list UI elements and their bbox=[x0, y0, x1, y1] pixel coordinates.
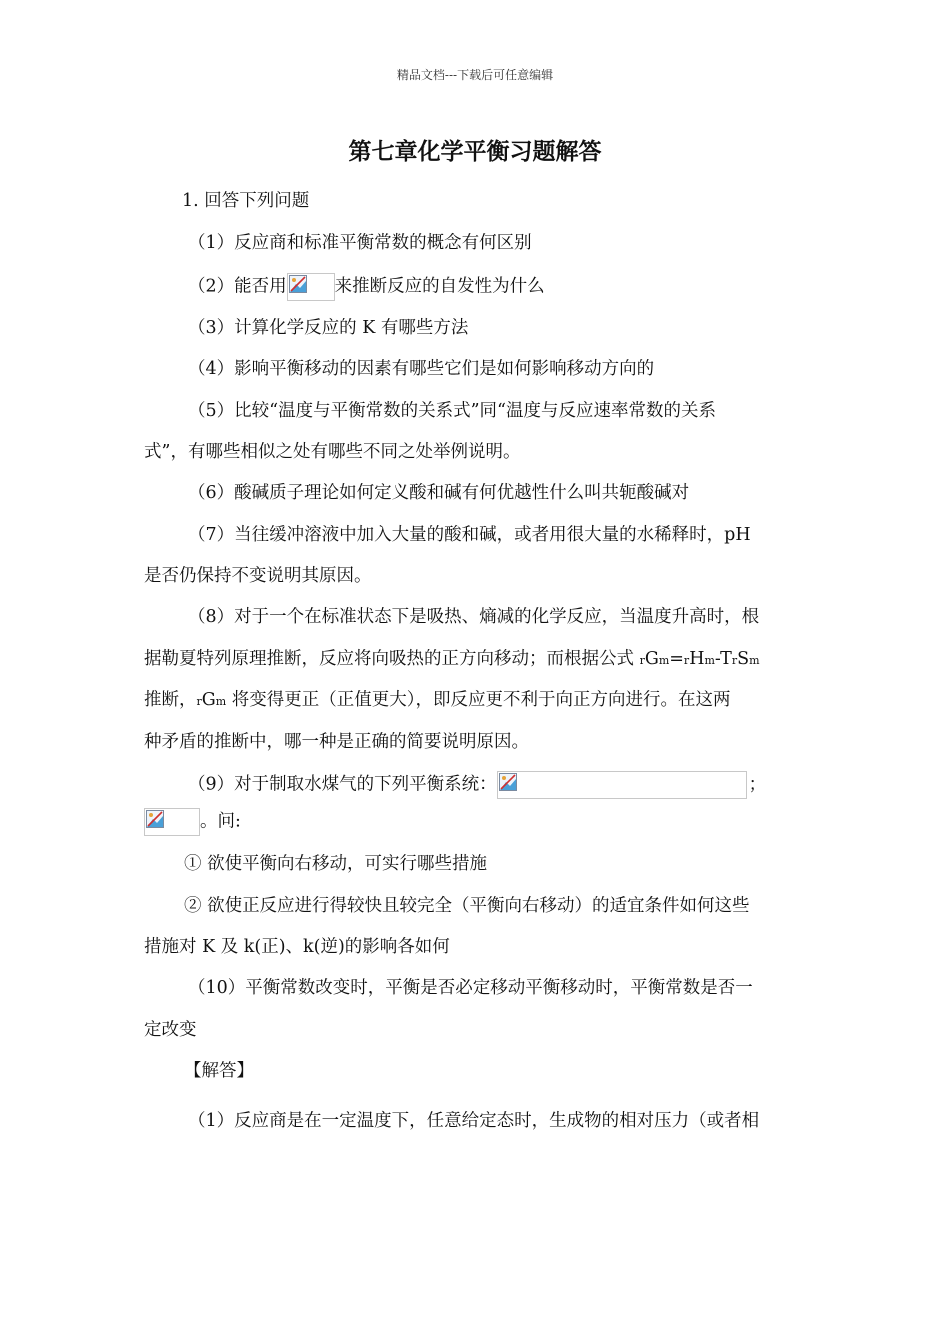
subscript: r bbox=[731, 654, 738, 667]
question-1-8-line-3-text-b: 将变得更正（正值更大），即反应更不利于向正方向进行。在这两 bbox=[226, 690, 731, 710]
question-1-2-text-a: （2）能否用 bbox=[188, 276, 287, 297]
subscript: m bbox=[704, 654, 715, 667]
symbol: = bbox=[669, 649, 684, 669]
equation-image-placeholder-2 bbox=[144, 808, 200, 836]
question-1-3: （3）计算化学反应的 K 有哪些方法 bbox=[188, 318, 469, 338]
question-1-6: （6）酸碱质子理论如何定义酸和碱有何优越性什么叫共轭酸碱对 bbox=[188, 483, 690, 503]
question-1-9-sub-1: ① 欲使平衡向右移动，可实行哪些措施 bbox=[184, 854, 488, 874]
question-1-9-line-1 bbox=[188, 771, 766, 799]
page-header: 精品文档---下载后可任意编辑 bbox=[396, 68, 554, 82]
answer-label: 【解答】 bbox=[184, 1061, 254, 1081]
question-1-2-text-b: 来推断反应的自发性为什么 bbox=[334, 276, 545, 297]
question-1-8-line-2 bbox=[144, 647, 760, 673]
subscript: m bbox=[215, 695, 227, 708]
symbol: S bbox=[737, 649, 750, 669]
question-1-9-sub-2-line-1: ② 欲使正反应进行得较快且较完全（平衡向右移动）的适宜条件如何这些 bbox=[184, 896, 750, 916]
question-1-8-line-3 bbox=[144, 688, 731, 714]
subscript: r bbox=[196, 695, 202, 708]
question-1-1: （1）反应商和标准平衡常数的概念有何区别 bbox=[188, 233, 532, 253]
question-1-10-line-1: （10）平衡常数改变时，平衡是否必定移动平衡移动时，平衡常数是否一 bbox=[188, 978, 753, 998]
broken-image-icon bbox=[146, 810, 164, 828]
broken-image-icon bbox=[289, 275, 307, 293]
symbol: H bbox=[689, 649, 705, 669]
question-1-9-text: （9）对于制取水煤气的下列平衡系统： bbox=[188, 774, 497, 795]
page-title: 第七章化学平衡习题解答 bbox=[348, 139, 602, 165]
question-1-8-line-3-text-a: 推断， bbox=[144, 690, 197, 710]
question-1-10-line-2: 定改变 bbox=[144, 1020, 197, 1040]
answer-1-line-1: （1）反应商是在一定温度下，任意给定态时，生成物的相对压力（或者相 bbox=[188, 1111, 760, 1131]
question-1-7-line-2: 是否仍保持不变说明其原因。 bbox=[144, 566, 372, 586]
equation-image-placeholder bbox=[497, 771, 747, 799]
subscript: r bbox=[639, 654, 645, 667]
question-1-heading: 1. 回答下列问题 bbox=[182, 191, 310, 211]
question-1-9-sub-2-line-2: 措施对 K 及 k(正)、k(逆)的影响各如何 bbox=[144, 937, 450, 957]
question-1-4: （4）影响平衡移动的因素有哪些它们是如何影响移动方向的 bbox=[188, 359, 655, 379]
subscript: m bbox=[749, 654, 760, 667]
question-1-9-line-2 bbox=[144, 808, 241, 836]
symbol: G bbox=[201, 690, 216, 710]
symbol: G bbox=[644, 649, 659, 669]
subscript: m bbox=[658, 654, 670, 667]
question-1-5-line-1: （5）比较“温度与平衡常数的关系式”同“温度与反应速率常数的关系 bbox=[188, 401, 716, 421]
question-1-7-line-1: （7）当往缓冲溶液中加入大量的酸和碱，或者用很大量的水稀释时，pH bbox=[188, 525, 751, 545]
semicolon: ； bbox=[748, 774, 767, 795]
question-1-9-ask: 。问: bbox=[200, 811, 241, 832]
symbol: -T bbox=[714, 649, 732, 669]
formula-image-placeholder bbox=[287, 273, 335, 301]
question-1-8-line-4: 种矛盾的推断中，哪一种是正确的简要说明原因。 bbox=[144, 732, 529, 752]
question-1-2 bbox=[188, 273, 545, 301]
question-1-5-line-2: 式”，有哪些相似之处有哪些不同之处举例说明。 bbox=[144, 442, 521, 462]
question-1-8-line-2-text: 据勒夏特列原理推断，反应将向吸热的正方向移动；而根据公式 bbox=[144, 649, 640, 669]
subscript: r bbox=[683, 654, 690, 667]
broken-image-icon bbox=[499, 773, 517, 791]
question-1-8-line-1: （8）对于一个在标准状态下是吸热、熵减的化学反应，当温度升高时，根 bbox=[188, 607, 760, 627]
